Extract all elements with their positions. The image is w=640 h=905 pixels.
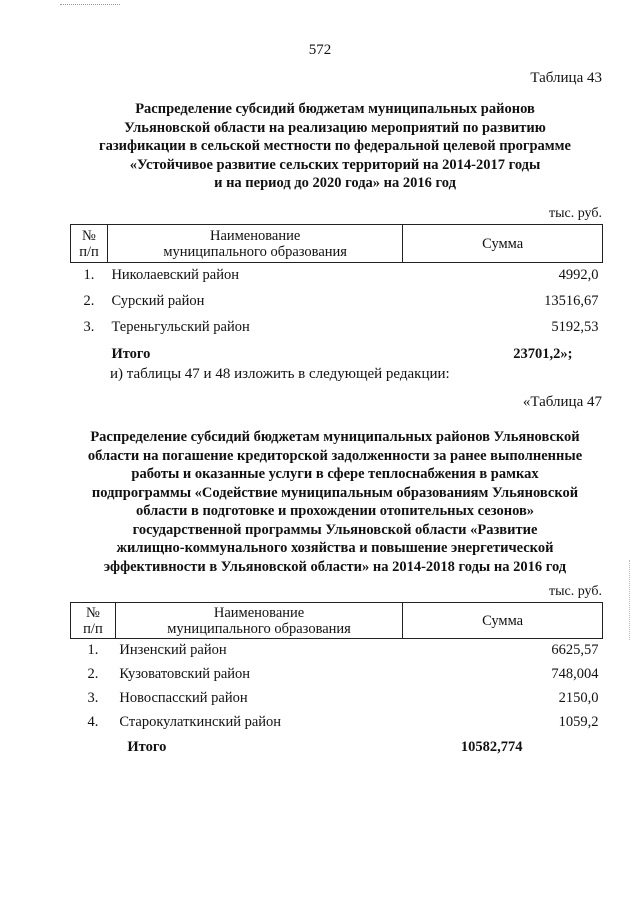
row-sum: 1059,2 bbox=[558, 714, 599, 730]
title-line: и на период до 2020 года» на 2016 год bbox=[214, 175, 456, 191]
header-name bbox=[115, 603, 402, 639]
row-sum: 5192,53 bbox=[551, 319, 599, 335]
title-line: работы и оказанные услуги в сфере теплоснабжения в рамках bbox=[131, 466, 539, 482]
total-sum: 10582,774 bbox=[460, 739, 523, 755]
table-47-units: тыс. руб. bbox=[549, 584, 602, 599]
row-number: 1. bbox=[87, 642, 99, 659]
table-header-row bbox=[71, 603, 603, 639]
total-label: Итого bbox=[127, 739, 167, 755]
row-number: 3. bbox=[87, 690, 99, 706]
table-43-reference: Таблица 43 bbox=[530, 70, 602, 86]
table-row bbox=[71, 687, 603, 711]
table-row bbox=[71, 639, 603, 663]
row-name: Новоспасский район bbox=[119, 690, 248, 706]
row-sum: 4992,0 bbox=[558, 267, 599, 284]
header-number-line2: п/п bbox=[83, 620, 103, 637]
header-name-line1: Наименование bbox=[209, 227, 301, 244]
row-sum: 6625,57 bbox=[551, 642, 599, 659]
header-name-line2: муниципального образования bbox=[163, 243, 347, 260]
header-number bbox=[71, 603, 116, 639]
table-row bbox=[71, 289, 603, 315]
header-number-line2: п/п bbox=[79, 243, 99, 260]
header-name-line2: муниципального образования bbox=[167, 620, 351, 637]
row-number: 2. bbox=[83, 293, 95, 309]
table-total-row bbox=[71, 341, 603, 369]
table-row bbox=[71, 663, 603, 687]
title-line: государственной программы Ульяновской области «Развитие bbox=[132, 521, 538, 538]
title-line: газификации в сельской местности по федеральной целевой программе bbox=[99, 138, 571, 154]
row-name: Николаевский район bbox=[111, 267, 240, 284]
title-line: жилищно-коммунального хозяйства и повышение энергетической bbox=[116, 540, 554, 556]
table-47 bbox=[70, 602, 603, 761]
row-name: Старокулаткинский район bbox=[119, 714, 282, 730]
header-number-line1: № bbox=[82, 227, 96, 244]
row-number: 2. bbox=[87, 666, 99, 682]
row-number: 3. bbox=[83, 319, 95, 335]
total-empty bbox=[71, 735, 116, 761]
header-sum: Сумма bbox=[403, 225, 603, 263]
title-line: Ульяновской области на реализацию мероприятий по развитию bbox=[124, 119, 546, 136]
row-name: Кузоватовский район bbox=[119, 666, 251, 682]
title-line: эффективности в Ульяновской области» на 2014-2018 годы на 2016 год bbox=[103, 558, 567, 575]
title-line: области в подготовке и прохождении отопительных сезонов» bbox=[135, 503, 535, 519]
row-name: Инзенский район bbox=[119, 642, 227, 659]
header-sum: Сумма bbox=[403, 603, 603, 639]
table-total-row bbox=[71, 735, 603, 761]
table-43-title bbox=[70, 100, 600, 193]
row-name: Сурский район bbox=[111, 293, 205, 309]
table-header-row bbox=[71, 225, 603, 263]
row-sum: 2150,0 bbox=[558, 690, 599, 706]
title-line: подпрограммы «Содействие муниципальным образованиям Ульяновской bbox=[91, 484, 579, 501]
header-number bbox=[71, 225, 108, 263]
total-sum: 23701,2»; bbox=[513, 346, 573, 362]
table-43 bbox=[70, 224, 603, 369]
row-sum: 13516,67 bbox=[544, 293, 599, 309]
page-number: 572 bbox=[308, 42, 332, 58]
row-number: 1. bbox=[83, 267, 95, 284]
table-47-title bbox=[62, 428, 608, 576]
scan-artifact bbox=[60, 4, 120, 5]
header-number-line1: № bbox=[86, 604, 100, 621]
header-name bbox=[107, 225, 402, 263]
row-sum: 748,004 bbox=[551, 666, 599, 682]
table-row bbox=[71, 711, 603, 735]
table-row bbox=[71, 263, 603, 289]
title-line: области на погашение кредиторской задолженности за ранее выполненные bbox=[87, 447, 583, 464]
total-label: Итого bbox=[111, 346, 151, 362]
table-row bbox=[71, 315, 603, 341]
scan-edge-marks bbox=[629, 560, 631, 640]
row-name: Тереньгульский район bbox=[111, 319, 250, 335]
amendment-instruction: и) таблицы 47 и 48 изложить в следующей редакции: bbox=[110, 366, 450, 382]
table-47-reference: «Таблица 47 bbox=[522, 394, 602, 410]
header-name-line1: Наименование bbox=[213, 604, 305, 621]
total-empty bbox=[71, 341, 108, 369]
table-43-units: тыс. руб. bbox=[549, 206, 602, 221]
title-line: «Устойчивое развитие сельских территорий на 2014-2017 годы bbox=[129, 156, 541, 173]
title-line: Распределение субсидий бюджетам муниципальных районов bbox=[135, 101, 535, 117]
row-number: 4. bbox=[87, 714, 99, 730]
title-line: Распределение субсидий бюджетам муниципальных районов Ульяновской bbox=[90, 429, 580, 445]
